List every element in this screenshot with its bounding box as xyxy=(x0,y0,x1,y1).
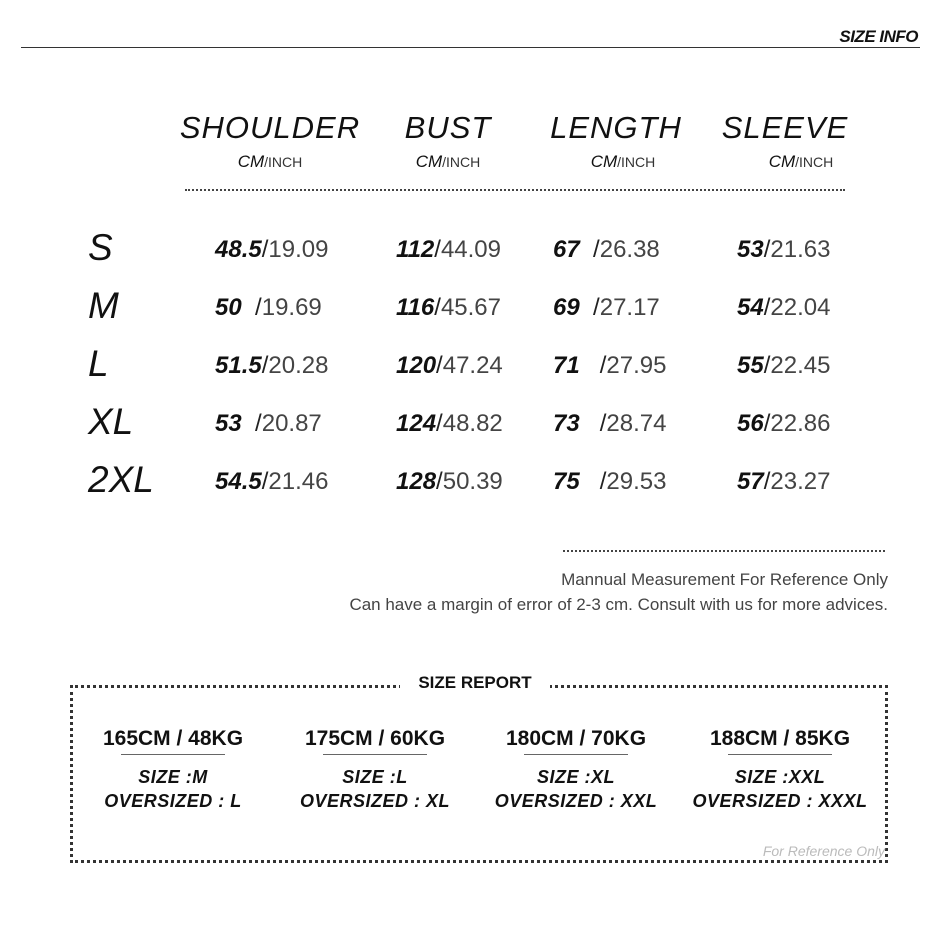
cell-bust-xl xyxy=(396,410,503,438)
model-oversized: OVERSIZED : L xyxy=(104,791,242,811)
model-underline xyxy=(121,754,225,755)
cm-value: 53 xyxy=(737,236,764,263)
size-report-title: SIZE REPORT xyxy=(400,673,550,693)
inch-value: 29.53 xyxy=(606,468,667,495)
cell-length-m xyxy=(553,294,660,322)
model-card-1 xyxy=(78,727,268,812)
cm-value: 73 xyxy=(553,410,580,437)
cell-bust-m xyxy=(396,294,501,322)
unit-inch: INCH xyxy=(446,154,481,170)
cm-value: 50 xyxy=(215,294,242,321)
column-header-length: LENGTH xyxy=(550,110,682,145)
value-separator: / xyxy=(763,294,771,321)
cell-bust-2xl xyxy=(396,468,503,496)
inch-value: 47.24 xyxy=(442,352,503,379)
cm-value: 48.5 xyxy=(215,236,262,263)
model-oversized: OVERSIZED : XXXL xyxy=(692,791,868,811)
value-separator: / xyxy=(255,294,262,321)
inch-value: 27.17 xyxy=(599,294,660,321)
header-dotted-divider xyxy=(185,189,845,191)
value-separator: / xyxy=(436,410,443,437)
cm-value: 128 xyxy=(396,468,437,495)
column-unit-sleeve xyxy=(706,152,896,172)
cell-length-2xl xyxy=(553,468,666,496)
value-separator: / xyxy=(593,236,600,263)
cell-shoulder-xl xyxy=(215,410,322,438)
value-separator: / xyxy=(763,236,771,263)
model-card-3 xyxy=(481,727,671,812)
column-header-bust: BUST xyxy=(404,110,492,145)
cm-value: 54.5 xyxy=(215,468,262,495)
model-underline xyxy=(524,754,628,755)
model-underline xyxy=(323,754,427,755)
unit-separator: / xyxy=(795,154,800,170)
model-underline xyxy=(728,754,832,755)
unit-cm: CM xyxy=(768,152,796,171)
unit-inch: INCH xyxy=(268,154,303,170)
inch-value: 22.04 xyxy=(770,294,831,321)
column-unit-shoulder xyxy=(175,152,365,172)
model-body-stats: 165CM / 48KG xyxy=(102,727,244,750)
cell-sleeve-m xyxy=(737,294,830,322)
unit-inch: INCH xyxy=(621,154,656,170)
model-card-4 xyxy=(685,727,875,812)
cell-shoulder-m xyxy=(215,294,322,322)
cm-value: 120 xyxy=(396,352,437,379)
inch-value: 48.82 xyxy=(442,410,503,437)
inch-value: 23.27 xyxy=(770,468,831,495)
inch-value: 21.63 xyxy=(770,236,831,263)
inch-value: 50.39 xyxy=(442,468,503,495)
model-body-stats: 180CM / 70KG xyxy=(505,727,647,750)
value-separator: / xyxy=(599,410,607,437)
cell-bust-l xyxy=(396,352,503,380)
cm-value: 55 xyxy=(737,352,764,379)
value-separator: / xyxy=(261,352,269,379)
cell-shoulder-l xyxy=(215,352,328,380)
value-separator: / xyxy=(434,236,441,263)
cm-value: 67 xyxy=(553,236,580,263)
value-separator: / xyxy=(436,352,443,379)
unit-inch: INCH xyxy=(799,154,834,170)
model-body-stats: 188CM / 85KG xyxy=(709,727,851,750)
inch-value: 19.69 xyxy=(261,294,322,321)
cm-value: 56 xyxy=(737,410,764,437)
size-label-m: M xyxy=(88,285,119,326)
measurement-note: Mannual Measurement For Reference Only xyxy=(561,570,888,589)
unit-cm: CM xyxy=(237,152,265,171)
model-body-stats: 175CM / 60KG xyxy=(304,727,446,750)
size-label-l: L xyxy=(88,343,109,384)
size-label-2xl: 2XL xyxy=(88,459,154,500)
unit-separator: / xyxy=(442,154,447,170)
cm-value: 57 xyxy=(737,468,764,495)
value-separator: / xyxy=(763,352,771,379)
model-size: SIZE :L xyxy=(342,767,408,787)
value-separator: / xyxy=(436,468,443,495)
model-oversized: OVERSIZED : XL xyxy=(299,791,450,811)
inch-value: 45.67 xyxy=(440,294,501,321)
unit-cm: CM xyxy=(415,152,443,171)
reference-only-note: For Reference Only xyxy=(762,843,885,859)
cm-value: 124 xyxy=(396,410,437,437)
model-size: SIZE :XL xyxy=(536,767,615,787)
model-card-2 xyxy=(280,727,470,812)
column-header-sleeve: SLEEVE xyxy=(721,110,849,145)
cell-sleeve-s xyxy=(737,236,830,264)
cm-value: 69 xyxy=(553,294,580,321)
inch-value: 20.87 xyxy=(261,410,322,437)
inch-value: 44.09 xyxy=(440,236,501,263)
cell-sleeve-xl xyxy=(737,410,830,438)
cm-value: 116 xyxy=(396,294,435,321)
inch-value: 22.86 xyxy=(770,410,831,437)
margin-of-error-note: Can have a margin of error of 2-3 cm. Consult with us for more advices. xyxy=(349,595,888,614)
cell-length-s xyxy=(553,236,660,264)
cell-length-xl xyxy=(553,410,666,438)
cm-value: 112 xyxy=(396,236,435,263)
inch-value: 27.95 xyxy=(606,352,667,379)
cm-value: 51.5 xyxy=(215,352,262,379)
inch-value: 22.45 xyxy=(770,352,831,379)
cm-value: 71 xyxy=(553,352,580,379)
value-separator: / xyxy=(763,410,771,437)
unit-separator: / xyxy=(617,154,622,170)
header-divider xyxy=(21,47,920,48)
cell-shoulder-s xyxy=(215,236,328,264)
cm-value: 53 xyxy=(215,410,242,437)
inch-value: 19.09 xyxy=(268,236,329,263)
inch-value: 26.38 xyxy=(599,236,660,263)
model-size: SIZE :XXL xyxy=(734,767,826,787)
inch-value: 28.74 xyxy=(606,410,667,437)
value-separator: / xyxy=(261,236,269,263)
inch-value: 20.28 xyxy=(268,352,329,379)
cell-sleeve-2xl xyxy=(737,468,830,496)
unit-separator: / xyxy=(264,154,269,170)
column-unit-bust xyxy=(353,152,543,172)
model-size: SIZE :M xyxy=(138,767,208,787)
size-label-xl: XL xyxy=(88,401,134,442)
cell-bust-s xyxy=(396,236,501,264)
value-separator: / xyxy=(763,468,771,495)
value-separator: / xyxy=(434,294,441,321)
value-separator: / xyxy=(593,294,600,321)
column-unit-length xyxy=(528,152,718,172)
value-separator: / xyxy=(599,468,607,495)
unit-cm: CM xyxy=(590,152,618,171)
value-separator: / xyxy=(261,468,269,495)
value-separator: / xyxy=(255,410,262,437)
cell-sleeve-l xyxy=(737,352,830,380)
size-info-title: SIZE INFO xyxy=(839,27,918,46)
cell-length-l xyxy=(553,352,666,380)
column-header-shoulder: SHOULDER xyxy=(179,110,361,145)
cm-value: 54 xyxy=(737,294,764,321)
notes-dotted-divider xyxy=(563,550,885,552)
size-label-s: S xyxy=(88,227,113,268)
model-oversized: OVERSIZED : XXL xyxy=(494,791,658,811)
value-separator: / xyxy=(599,352,607,379)
cell-shoulder-2xl xyxy=(215,468,328,496)
inch-value: 21.46 xyxy=(268,468,329,495)
cm-value: 75 xyxy=(553,468,580,495)
